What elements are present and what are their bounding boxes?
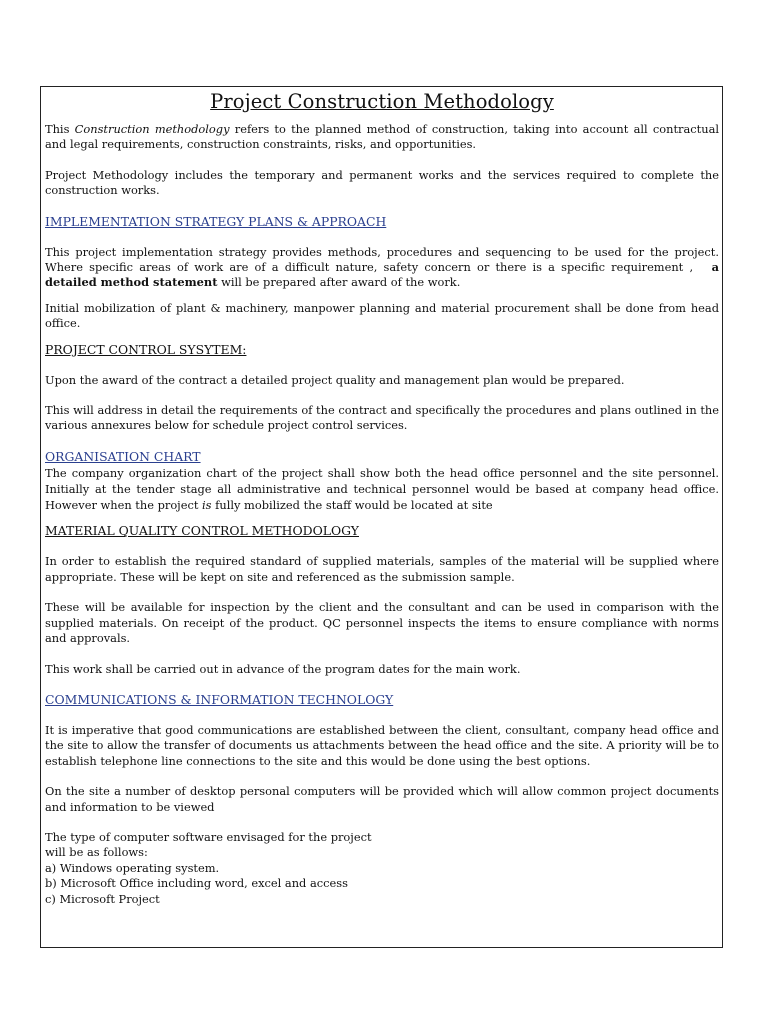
section-heading-implementation: IMPLEMENTATION STRATEGY PLANS & APPROACH <box>45 213 387 229</box>
software-intro-line-2: will be as follows: <box>45 845 148 860</box>
software-list <box>45 830 719 907</box>
intro-paragraph-1: This Construction methodology refers to the planned method of construction, taking into account all contractual and legal requirements, construction constraints, risks, and opportunities. <box>45 122 720 152</box>
material-paragraph-3: This work shall be carried out in advance of the program dates for the main work. <box>45 661 521 676</box>
page-title: Project Construction Methodology <box>210 90 554 113</box>
section-heading-communications: COMMUNICATIONS & INFORMATION TECHNOLOGY <box>45 691 394 707</box>
section-heading-organisation-chart: ORGANISATION CHART <box>45 448 201 464</box>
implementation-paragraph-1: This project implementation strategy provides methods, procedures and sequencing to be used for the project. Where specific areas of work are of a difficult nature, safety concern or there is a specific requirement , a detailed method statement will be prepared after award of the work. <box>45 244 719 290</box>
control-paragraph-2: This will address in detail the requirements of the contract and specifically the procedures and plans outlined in the various annexures below for schedule project control services. <box>45 403 719 433</box>
emphasis-construction-methodology: Construction methodology <box>74 122 230 136</box>
list-item: a) Windows operating system. <box>45 860 220 875</box>
communications-paragraph-2: On the site a number of desktop personal computers will be provided which will allow common project documents and information to be viewed <box>45 784 719 814</box>
document-page <box>40 86 723 948</box>
section-heading-material-quality: MATERIAL QUALITY CONTROL METHODOLOGY <box>45 523 359 539</box>
list-item: c) Microsoft Project <box>45 891 160 906</box>
implementation-paragraph-2: Initial mobilization of plant & machinery, manpower planning and material procurement shall be done from head office. <box>45 300 719 331</box>
control-paragraph-1: Upon the award of the contract a detailed project quality and management plan would be prepared. <box>45 372 625 387</box>
list-item: b) Microsoft Office including word, excel and access <box>45 876 348 891</box>
communications-paragraph-1: It is imperative that good communications are established between the client, consultant, company head office and the site to allow the transfer of documents us attachments between the head office and the site. A priority will be to establish telephone line connections to the site and this would be done using the best options. <box>45 722 719 768</box>
section-heading-project-control: PROJECT CONTROL SYSYTEM: <box>45 341 247 357</box>
bold-method-statement: a detailed method statement <box>45 260 719 290</box>
org-chart-paragraph: The company organization chart of the project shall show both the head office personnel and the site personnel. Initially at the tender stage all administrative and technical personnel would be based at company head office. However when the project is fully mobilized the staff would be located at site <box>45 465 719 513</box>
software-intro-line-1: The type of computer software envisaged for the project <box>45 829 372 844</box>
material-paragraph-1: In order to establish the required standard of supplied materials, samples of the material will be supplied where appropriate. These will be kept on site and referenced as the submission sample. <box>45 554 719 584</box>
material-paragraph-2: These will be available for inspection by the client and the consultant and can be used in comparison with the supplied materials. On receipt of the product. QC personnel inspects the items to ensure compliance with norms and approvals. <box>45 600 719 646</box>
emphasis-is: is <box>202 498 212 513</box>
intro-paragraph-2: Project Methodology includes the temporary and permanent works and the services required to complete the construction works. <box>45 167 719 198</box>
